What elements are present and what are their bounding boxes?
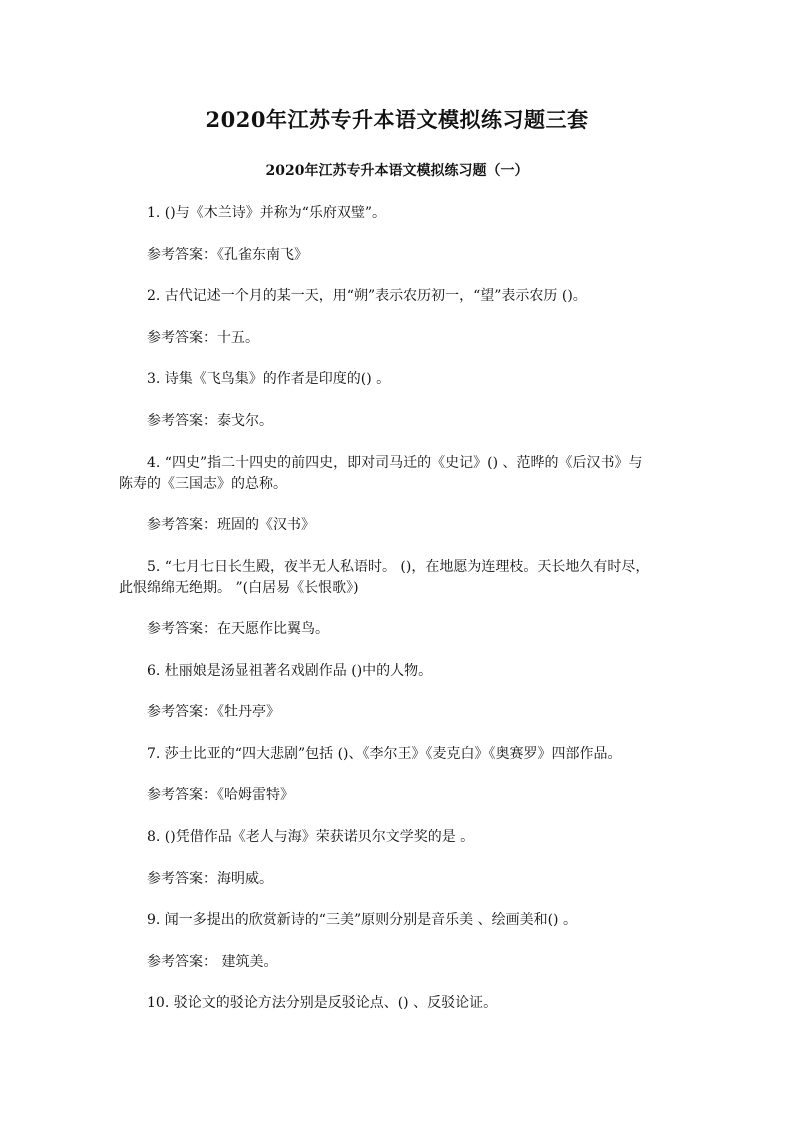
question-2: 2. 古代记述一个月的某一天，用“朔”表示农历初一，“望”表示农历 ()。	[147, 288, 587, 304]
answer-1: 参考答案：《孔雀东南飞》	[147, 247, 308, 263]
question-5: 5. “七月七日长生殿，夜半无人私语时。 ()，在地愿为连理枝。天长地久有时尽，	[147, 559, 650, 575]
answer-4: 参考答案：班固的《汉书》	[147, 517, 315, 533]
answer-6: 参考答案：《牡丹亭》	[147, 704, 280, 720]
answer-5: 参考答案：在天愿作比翼鸟。	[147, 621, 329, 637]
question-7: 7. 莎士比亚的“四大悲剧”包括 ()、《李尔王》《麦克白》《奥赛罗》四部作品。	[147, 746, 622, 762]
question-9: 9. 闻一多提出的欣赏新诗的“三美”原则分别是音乐美 、绘画美和() 。	[147, 912, 577, 928]
page-title: 2020年江苏专升本语文模拟练习题三套	[205, 107, 589, 132]
question-3: 3. 诗集《飞鸟集》的作者是印度的() 。	[147, 371, 391, 387]
answer-2: 参考答案：十五。	[147, 330, 259, 346]
page-subtitle: 2020年江苏专升本语文模拟练习题（一）	[265, 163, 529, 179]
answer-9: 参考答案： 建筑美。	[147, 954, 278, 970]
question-4-cont: 陈寿的《三国志》的总称。	[119, 476, 287, 492]
answer-3: 参考答案：泰戈尔。	[147, 413, 273, 429]
answer-8: 参考答案：海明威。	[147, 871, 273, 887]
question-8: 8. ()凭借作品《老人与海》荣获诺贝尔文学奖的是 。	[147, 829, 475, 845]
question-5-cont: 此恨绵绵无绝期。 ”(白居易《长恨歌》)	[119, 580, 359, 596]
question-4: 4. “四史”指二十四史的前四史，即对司马迁的《史记》() 、范晔的《后汉书》与	[147, 455, 643, 471]
question-6: 6. 杜丽娘是汤显祖著名戏剧作品 ()中的人物。	[147, 663, 433, 679]
answer-7: 参考答案：《哈姆雷特》	[147, 787, 294, 803]
question-10: 10. 驳论文的驳论方法分别是反驳论点、() 、反驳论证。	[147, 995, 498, 1011]
question-1: 1. ()与《木兰诗》并称为“乐府双璧”。	[147, 205, 387, 221]
